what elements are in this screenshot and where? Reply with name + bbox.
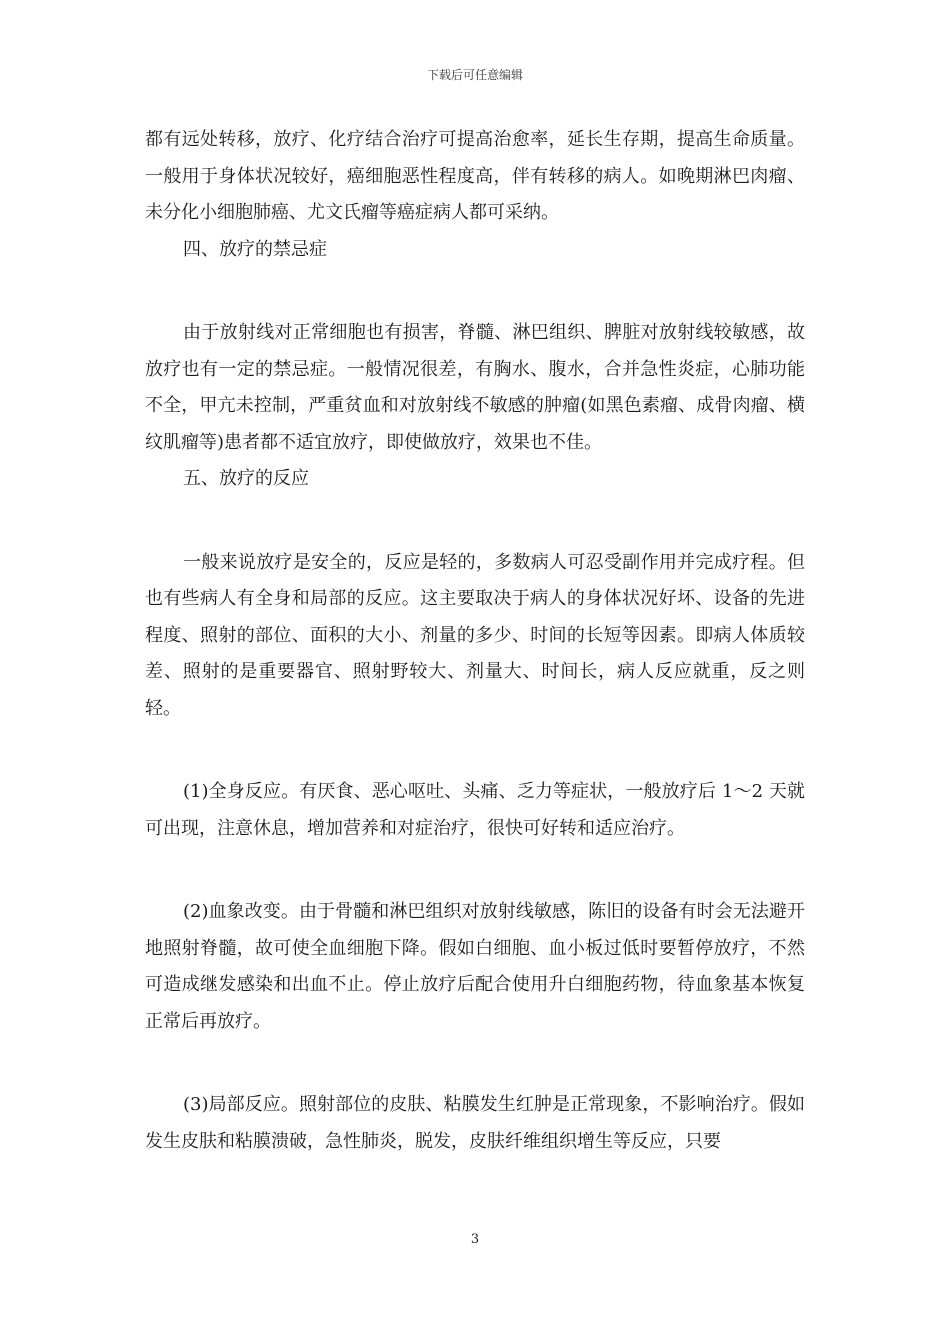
- document-body: [145, 122, 805, 1160]
- page-number: 3: [470, 1232, 480, 1247]
- paragraph-local-reaction: (3)局部反应。照射部位的皮肤、粘膜发生红肿是正常现象，不影响治疗。假如发生皮肤和粘膜溃破，急性肺炎，脱发，皮肤纤维组织增生等反应，只要: [145, 1094, 805, 1152]
- paragraph-reactions-intro: 一般来说放疗是安全的，反应是轻的，多数病人可忍受副作用并完成疗程。但也有些病人有全身和局部的反应。这主要取决于病人的身体状况好坏、设备的先进程度、照射的部位、面积的大小、剂量的多少、时间的长短等因素。即病人体质较差、照射的是重要器官、照射野较大、剂量大、时间长，病人反应就重，反之则轻。: [145, 551, 805, 719]
- paragraph-continuation: 都有远处转移，放疗、化疗结合治疗可提高治愈率，延长生存期，提高生命质量。一般用于身体状况较好，癌细胞恶性程度高，伴有转移的病人。如晚期淋巴肉瘤、未分化小细胞肺癌、尤文氏瘤等癌症病人都可采纳。: [145, 129, 805, 223]
- paragraph-blood-changes: (2)血象改变。由于骨髓和淋巴组织对放射线敏感，陈旧的设备有时会无法避开地照射脊髓，故可使全血细胞下降。假如白细胞、血小板过低时要暂停放疗，不然可造成继发感染和出血不止。停止放疗后配合使用升白细胞药物，待血象基本恢复正常后再放疗。: [145, 901, 805, 1032]
- paragraph-contraindications: 由于放射线对正常细胞也有损害，脊髓、淋巴组织、脾脏对放射线较敏感，故放疗也有一定的禁忌症。一般情况很差，有胸水、腹水，合并急性炎症，心肺功能不全，甲亢未控制，严重贫血和对放射线不敏感的肿瘤(如黑色素瘤、成骨肉瘤、横纹肌瘤等)患者都不适宜放疗，即使做放疗，效果也不佳。: [145, 322, 805, 453]
- section-heading-reactions: 五、放疗的反应: [183, 468, 309, 489]
- section-heading-contraindications: 四、放疗的禁忌症: [183, 238, 327, 260]
- page-header: 下载后可任意编辑: [426, 68, 523, 82]
- paragraph-systemic-reaction: (1)全身反应。有厌食、恶心呕吐、头痛、乏力等症状，一般放疗后 1～2 天就可出现，注意休息，增加营养和对症治疗，很快可好转和适应治疗。: [145, 781, 805, 839]
